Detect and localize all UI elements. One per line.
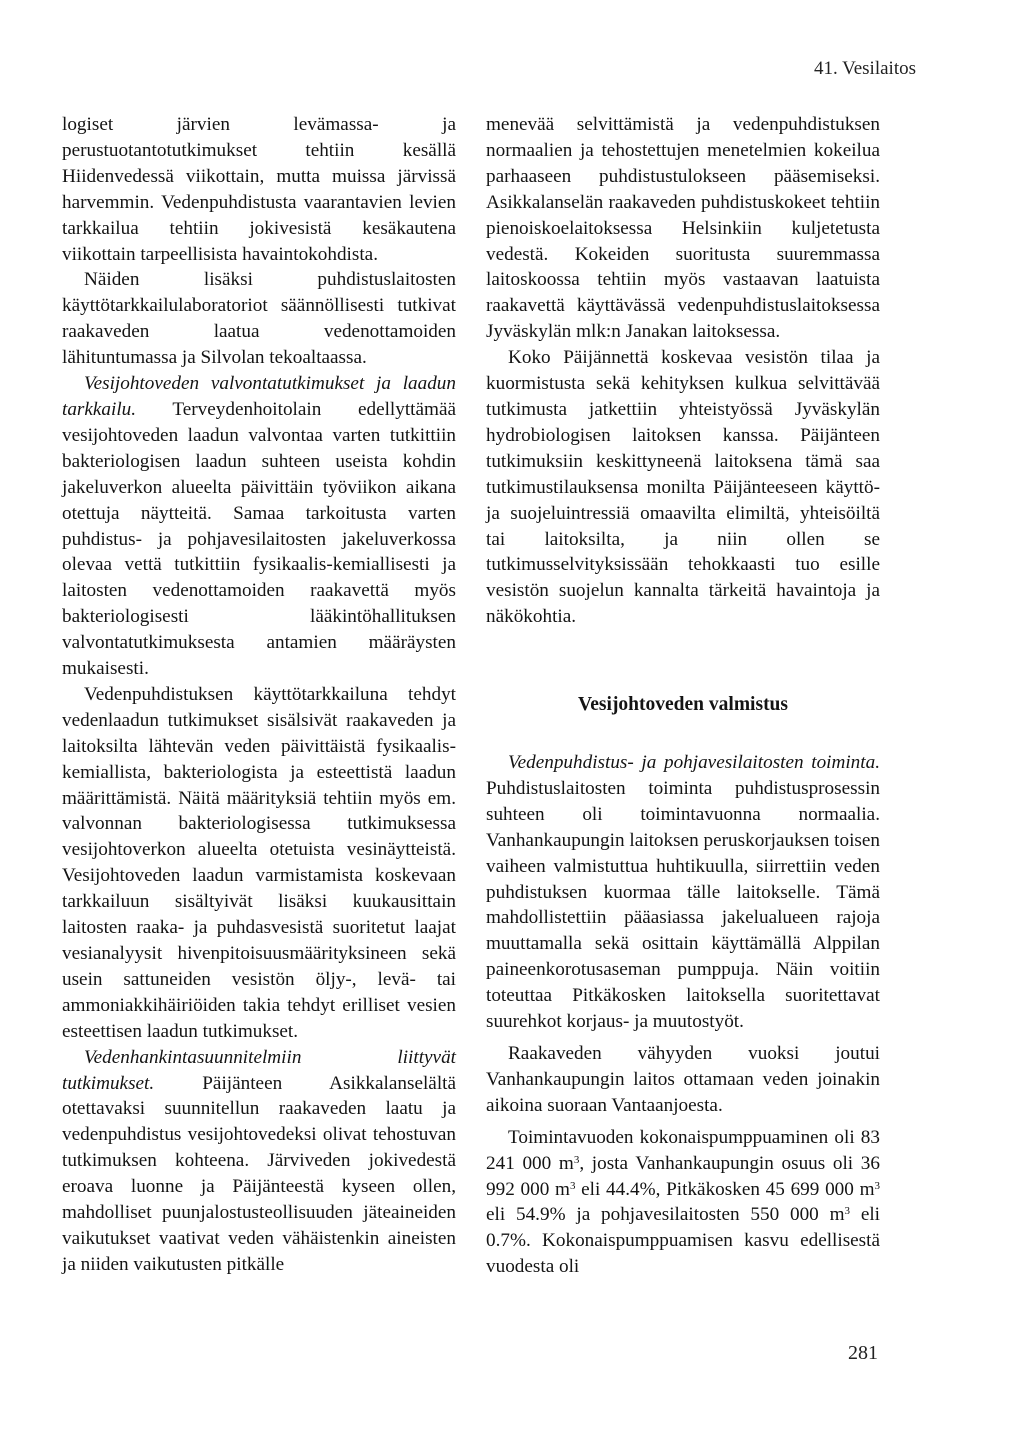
paragraph-text: eli 54.9% ja pohjavesilaitosten 550 000 m — [486, 1204, 845, 1226]
paragraph — [62, 371, 456, 682]
paragraph: menevää selvittämistä ja vedenpuhdistuksen normaalien ja tehostettujen menetelmien kokeilua parhaaseen puhdistustulokseen pääsemiseksi. Asikkalanselän raakaveden puhdistuskokeet tehtiin pienoiskoelaitoksessa Helsinkiin kuljetetusta vedestä. Kokeiden suoritusta suuremmassa laitoskoossa tehtiin myös vastaavan laatuista raakavettä käyttävässä vedenpuhdistuslaitoksessa Jyväskylän mlk:n Janakan laitoksessa. — [486, 114, 880, 343]
paragraph-text: Toimintavuoden kokonaispumppuaminen oli 83 241 000 m — [486, 1126, 880, 1174]
italic-lead: Vedenhankintasuunnitelmiin liittyvät tutkimukset. — [62, 1046, 456, 1094]
paragraph — [486, 1125, 880, 1280]
paragraph — [62, 1045, 456, 1278]
section-heading: Vesijohtoveden valmistus — [577, 694, 788, 716]
left-column — [62, 112, 456, 1278]
paragraph: Raakaveden vähyyden vuoksi joutui Vanhankaupungin laitos ottamaan veden joinakin aikoina suoraan Vantaanjoesta. — [486, 1043, 880, 1116]
paragraph-text: eli 0.7%. Kokonaispumppuamisen kasvu edellisestä vuodesta oli — [486, 1204, 880, 1278]
paragraph — [486, 750, 880, 1035]
superscript: 3 — [874, 1179, 880, 1192]
paragraph: Vedenpuhdistuksen käyttötarkkailuna tehdyt vedenlaadun tutkimukset sisälsivät raakaveden ja laitoksilta lähtevän veden päivittäistä fysikaalis-kemiallista, bakteriologista ja esteettistä laadun määrittämistä. Näitä määrityksiä tehtiin myös em. valvonnan bakteriologisessa tutkimuksessa vesijohtoverkon alueelta otetuista vesinäytteistä. Vesijohtoveden laadun varmistamista koskevaan tarkkailuun sisältyivät lisäksi kuukausittain laitosten raaka- ja puhdasvesistä suoritetut laajat vesianalyysit hivenpitoisuusmäärityksineen sekä usein sattuneiden vesistön öljy-, levä- tai ammoniakkihäiriöiden takia tehdyt erilliset vesien esteettisen laadun tutkimukset. — [62, 683, 456, 1042]
paragraph: logiset järvien levämassa- ja perustuotantotutkimukset tehtiin kesällä Hiidenvedessä viikottain, mutta muissa järvissä harvemmin. Vedenpuhdistusta vaarantavien levien tarkkailua tehtiin jokivesistä kesäkautena viikottain tarpeellisista havaintokohdista. — [62, 114, 456, 265]
paragraph-text: Terveydenhoitolain edellyttämää vesijohtoveden laadun valvontaa varten tutkittiin bakteriologisen laadun suhteen useista kohdin jakeluverkon alueelta päivittäin työviikon aikana otettuja näytteitä. Samaa tarkoitusta varten puhdistus- ja pohjavesilaitosten jakeluverkossa olevaa vettä tutkittiin fysikaalis-kemiallisesti ja laitosten vedenottamoiden raakavettä myös bakteriologisesti lääkintöhallituksen valvontatutkimuksesta antamien määräysten mukaisesti. — [62, 398, 456, 680]
superscript: 3 — [569, 1179, 576, 1192]
paragraph: Koko Päijännettä koskevaa vesistön tilaa ja kuormistusta sekä kehityksen kulkua selvittävää tutkimusta jatkettiin yhteistyössä Jyväskylän hydrobiologisen laitoksen kanssa. Päijänteen tutkimuksiin keskittyneenä laitoksena tämä saa tutkimustilauksensa monilta Päijänteeseen käyttö- ja suojeluintressiä omaavilta elimiltä, yhteisöiltä tai laitoksilta, ja niin ollen se tutkimusselvityksissään tehokkaasti tuo esille vesistön suojelun kannalta tärkeitä havaintoja ja näkökohtia. — [486, 347, 880, 628]
right-column — [486, 112, 880, 1280]
paragraph-text: Päijänteen Asikkalanselältä otettavaksi suunnitellun raakaveden laatu ja vedenpuhdistus vesijohtovedeksi olivat tehostuvan tutkimuksen kohteena. Järviveden jokivedestä eroava luonne ja Päijänteestä kyseen ollen, mahdolliset puunjalostusteollisuuden jäteaineiden vaikutukset vaativat veden vähäistenkin aineisten ja niiden vaikutusten pitkälle — [62, 1072, 456, 1275]
paragraph-text: eli 44.4%, Pitkäkosken 45 699 000 m — [575, 1178, 875, 1200]
running-header: 41. Vesilaitos — [813, 58, 916, 79]
italic-lead: Vesijohtoveden valvontatutkimukset ja laadun tarkkailu. — [62, 373, 456, 420]
page-number: 281 — [848, 1342, 878, 1364]
superscript: 3 — [573, 1153, 580, 1166]
italic-lead: Vedenpuhdistus- ja pohjavesilaitosten toiminta. — [508, 752, 880, 774]
paragraph-text: , josta Vanhankaupungin osuus oli 36 992 000 m — [486, 1152, 880, 1200]
paragraph: Näiden lisäksi puhdistuslaitosten käyttötarkkailulaboratoriot säännöllisesti tutkivat raakaveden laatua vedenottamoiden lähituntumassa ja Silvolan tekoaltaassa. — [62, 269, 456, 369]
superscript: 3 — [844, 1205, 850, 1218]
paragraph-text: Puhdistuslaitosten toiminta puhdistusprosessin suhteen oli toimintavuonna normaalia. Vanhankaupungin laitoksen peruskorjauksen toisen vaiheen valmistuttua huhtikuulla, siirrettiin veden puhdistuksen kuormaa tälle laitokselle. Tämä mahdollistettiin pääasiassa jakelualueen rajoja muuttamalla sekä osittain käyttämällä Alppilan paineenkorotusaseman pumppuja. Näin voitiin toteuttaa Pitkäkosken laitoksella suoritettavat suurehkot korjaus- ja muutostyöt. — [486, 777, 880, 1033]
